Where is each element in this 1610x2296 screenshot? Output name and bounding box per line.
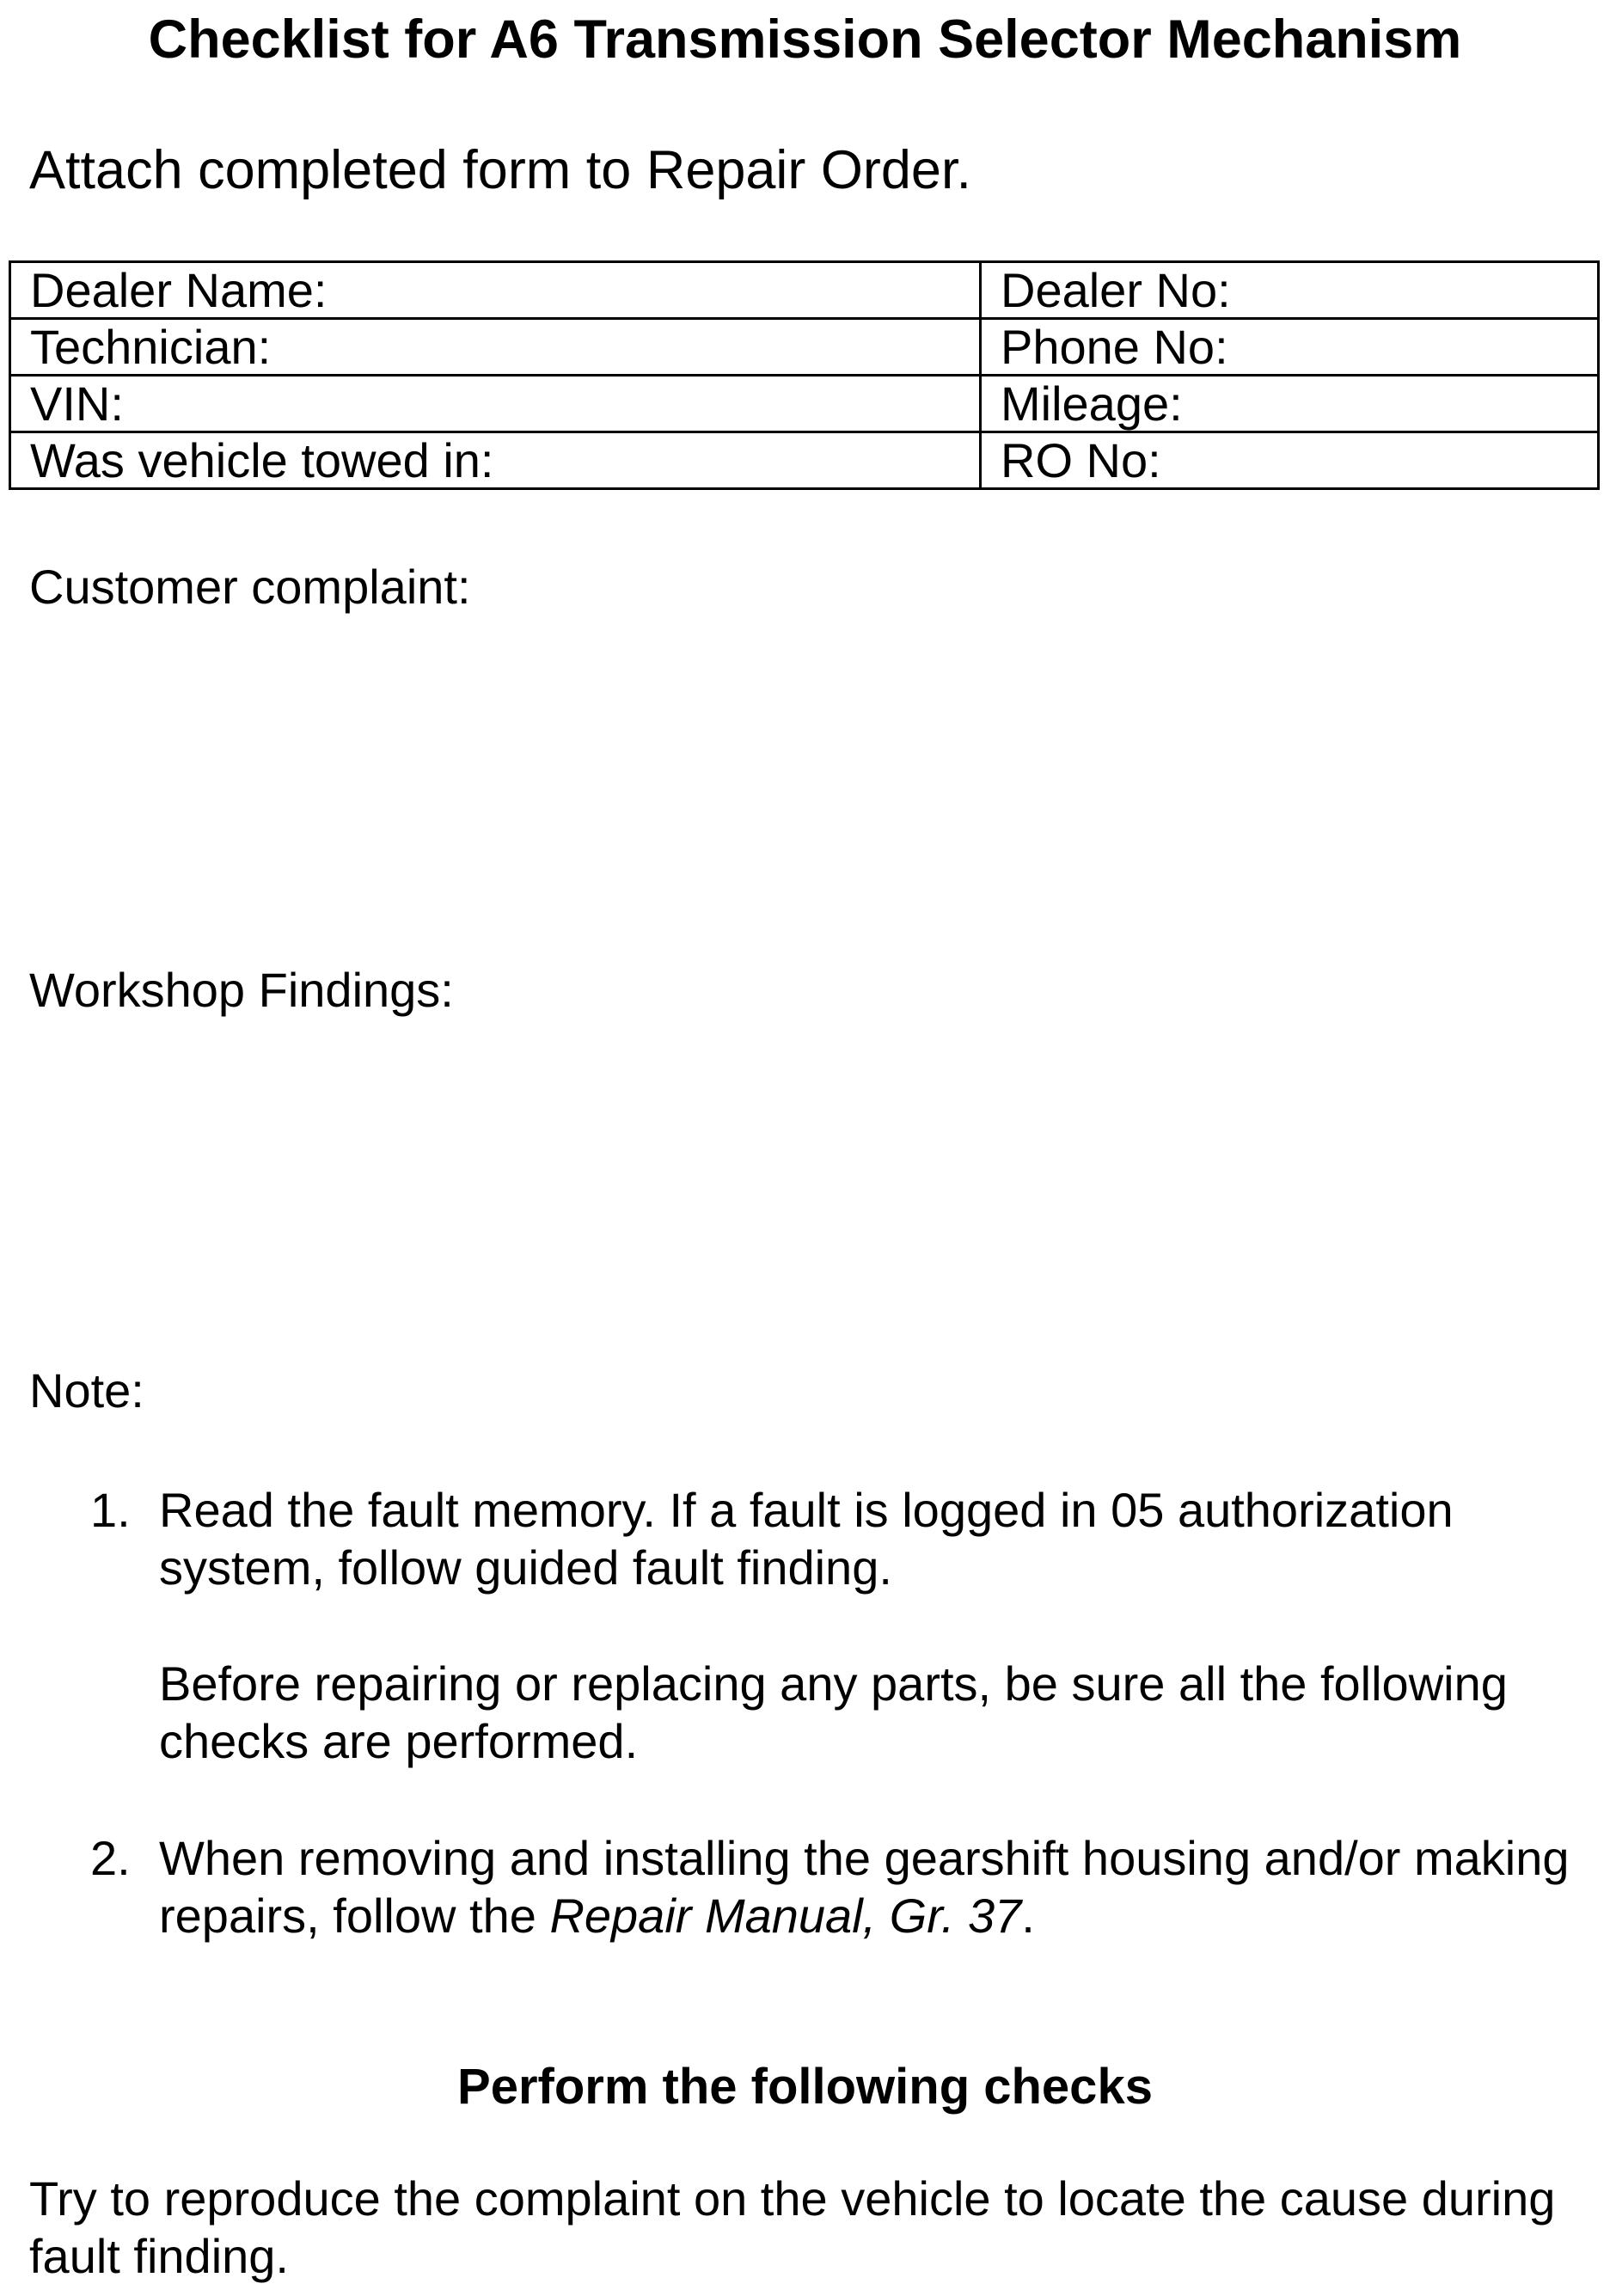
reproduce-instruction: Try to reproduce the complaint on the vehicle to locate the cause during fault finding.: [29, 2171, 1556, 2283]
phone-no-field[interactable]: Phone No:: [981, 319, 1599, 376]
table-row: [10, 376, 1599, 432]
customer-complaint-label: Customer complaint:: [29, 560, 471, 614]
note-item-text-suffix: .: [1021, 1889, 1035, 1943]
checks-heading: Perform the following checks: [457, 2059, 1153, 2115]
table-row: [10, 262, 1599, 319]
note-item-text: [159, 1829, 1586, 1944]
ro-no-field[interactable]: RO No:: [981, 432, 1599, 489]
vin-field[interactable]: VIN:: [10, 376, 981, 432]
mileage-field[interactable]: Mileage:: [981, 376, 1599, 432]
note-item-text-prefix: When removing and installing the gearshift housing and/or making repairs, follow the: [159, 1831, 1570, 1943]
note-item-number: 1.: [90, 1483, 131, 1537]
technician-field[interactable]: Technician:: [10, 319, 981, 376]
dealer-info-table: [9, 260, 1600, 490]
note-item-text: Read the fault memory. If a fault is logged in 05 authorization system, follow guided fault finding.: [159, 1483, 1454, 1595]
instruction-text: Attach completed form to Repair Order.: [29, 140, 971, 200]
repair-manual-reference: Repair Manual, Gr. 37: [549, 1889, 1022, 1943]
dealer-no-field[interactable]: Dealer No:: [981, 262, 1599, 319]
note-item-number: 2.: [90, 1831, 131, 1885]
dealer-name-field[interactable]: Dealer Name:: [10, 262, 981, 319]
table-row: [10, 319, 1599, 376]
workshop-findings-label: Workshop Findings:: [29, 963, 454, 1017]
table-row: [10, 432, 1599, 489]
note-item-1-subparagraph: Before repairing or replacing any parts, be sure all the following checks are performed.: [159, 1656, 1508, 1768]
document-title: Checklist for A6 Transmission Selector Mechanism: [148, 9, 1462, 70]
note-label: Note:: [29, 1363, 144, 1417]
towed-in-field[interactable]: Was vehicle towed in:: [10, 432, 981, 489]
